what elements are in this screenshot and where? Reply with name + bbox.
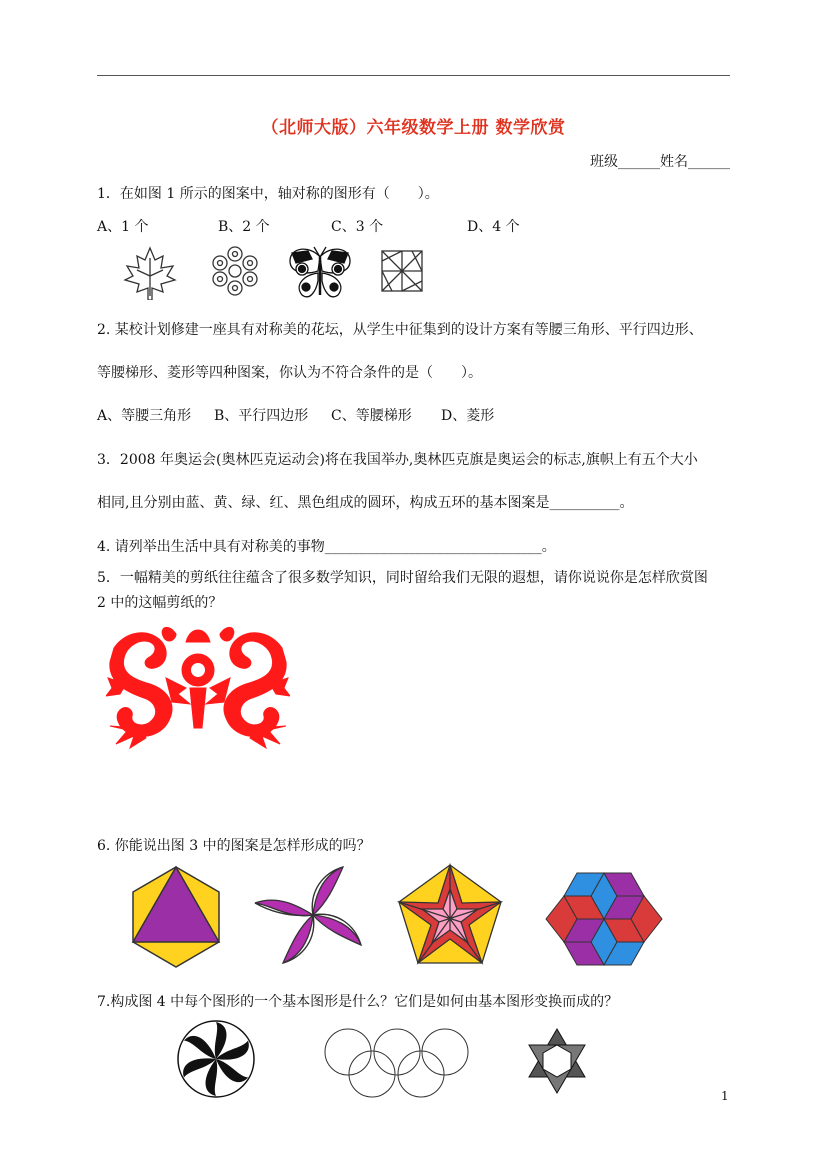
page-title: （北师大版）六年级数学上册 数学欣赏 (261, 118, 566, 138)
class-name-line: 班级______姓名______ (590, 154, 730, 170)
four-petal-pinwheel-shape (255, 867, 361, 963)
q1-option-a: A、1 个 (97, 219, 149, 235)
olympic-rings-shape (325, 1029, 468, 1097)
question-2-line-2: 等腰梯形、菱形等四种图案，你认为不符合条件的是（ ）。 (97, 365, 482, 381)
q2-option-b: B、平行四边形 (214, 408, 309, 424)
q2-option-c: C、等腰梯形 (331, 408, 412, 424)
q2-option-d: D、菱形 (441, 408, 495, 424)
question-1: 1．在如图 1 所示的图案中，轴对称的图形有（ ）。 (97, 186, 439, 202)
question-3-line-1: 3．2008 年奥运会(奥林匹克运动会)将在我国举办,奥林匹克旗是奥运会的标志,旗帜上有五个大小 (97, 452, 698, 468)
question-6: 6. 你能说出图 3 中的图案是怎样形成的吗？ (97, 838, 371, 854)
right-dragon (206, 633, 290, 748)
question-5-line-2: 2 中的这幅剪纸的？ (97, 595, 223, 611)
swirl-circle-shape (178, 1021, 254, 1097)
maple-leaf-icon (125, 248, 175, 300)
question-5-line-1: 5．一幅精美的剪纸往往蕴含了很多数学知识，同时留给我们无限的遐想，请你说说你是怎样欣赏图 (97, 570, 708, 586)
question-7: 7.构成图 4 中每个图形的一个基本图形是什么？它们是如何由基本图形变换而成的？ (97, 994, 619, 1010)
butterfly-icon (290, 247, 350, 297)
question-4: 4. 请列举出生活中具有对称美的事物_______________________________。 (97, 539, 556, 555)
left-dragon (106, 633, 190, 748)
question-3-line-2: 相同,且分别由蓝、黄、绿、红、黑色组成的圆环，构成五环的基本图案是__________。 (97, 495, 634, 511)
hexagram-shape (529, 1029, 585, 1093)
q1-option-c: C、3 个 (331, 219, 384, 235)
hexagon-triangle-shape (133, 867, 219, 967)
page-number: 1 (721, 1089, 729, 1103)
figure-1 (120, 244, 430, 300)
figure-3 (128, 863, 668, 981)
q1-option-d: D、4 个 (467, 219, 520, 235)
pinwheel-icon (382, 251, 422, 291)
snowflake-icon (213, 247, 257, 295)
question-2-line-1: 2. 某校计划修建一座具有对称美的花坛，从学生中征集到的设计方案有等腰三角形、平行四边形、 (97, 322, 703, 338)
papercut-dragons-figure (106, 618, 290, 750)
header-rule (97, 75, 730, 76)
q1-option-b: B、2 个 (218, 219, 270, 235)
q2-option-a: A、等腰三角形 (97, 408, 192, 424)
pentagon-star-shape (399, 865, 501, 963)
six-rhombus-star-shape (546, 873, 662, 965)
figure-4 (170, 1018, 600, 1100)
